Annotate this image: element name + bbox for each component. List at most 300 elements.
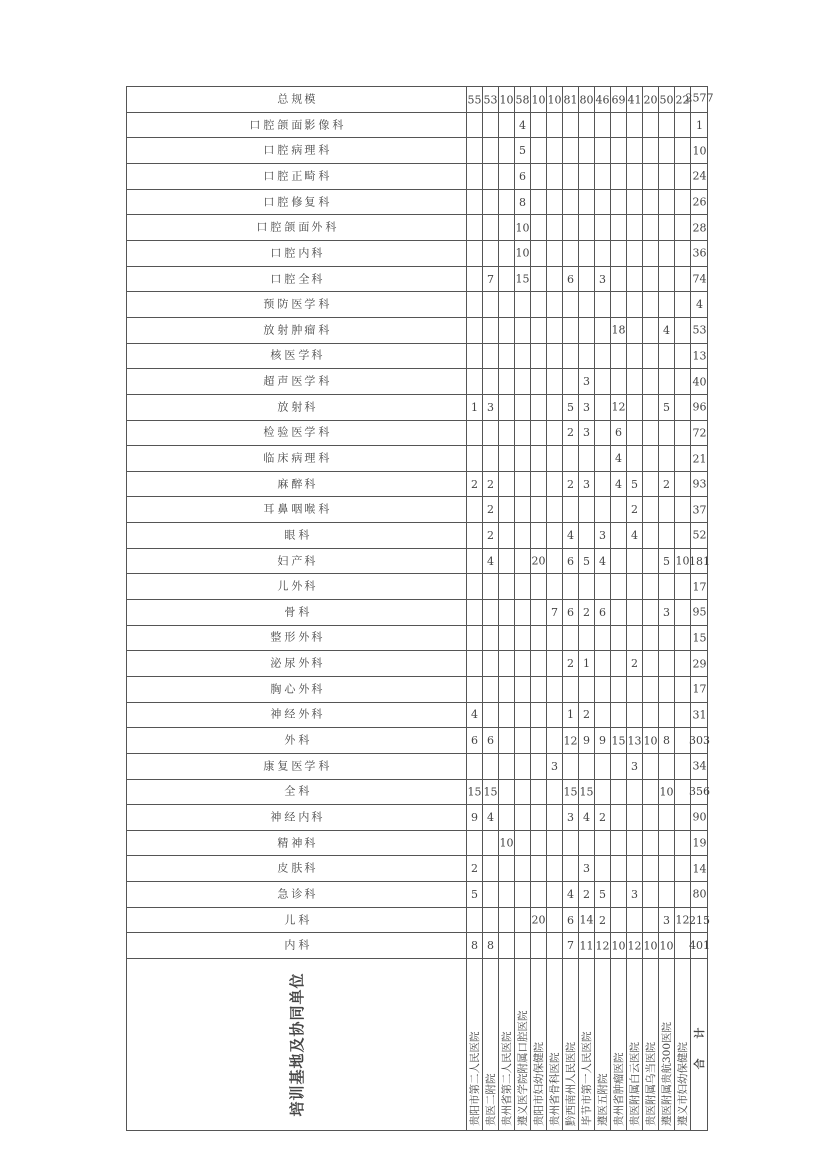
dept-header: 皮 肤 科 xyxy=(127,856,467,882)
quota-cell xyxy=(659,882,675,908)
quota-cell xyxy=(547,138,563,164)
quota-cell xyxy=(483,241,499,267)
quota-cell xyxy=(483,292,499,318)
quota-cell xyxy=(627,907,643,933)
quota-cell xyxy=(643,702,659,728)
quota-cell: 81 xyxy=(563,87,579,113)
quota-cell: 3 xyxy=(595,523,611,549)
quota-cell xyxy=(675,651,691,677)
table-row xyxy=(675,87,691,1131)
quota-cell xyxy=(675,369,691,395)
quota-cell: 4 xyxy=(611,471,627,497)
quota-cell xyxy=(643,651,659,677)
quota-cell xyxy=(499,651,515,677)
quota-cell xyxy=(659,164,675,190)
quota-cell xyxy=(531,882,547,908)
quota-cell: 3 xyxy=(563,805,579,831)
quota-cell: 3 xyxy=(659,600,675,626)
quota-cell xyxy=(499,548,515,574)
quota-cell: 6 xyxy=(611,420,627,446)
quota-cell xyxy=(499,420,515,446)
quota-cell xyxy=(579,523,595,549)
quota-cell xyxy=(467,497,483,523)
total-cell: 72 xyxy=(691,420,708,446)
quota-cell xyxy=(467,343,483,369)
quota-cell xyxy=(643,574,659,600)
quota-cell xyxy=(531,702,547,728)
total-cell: 31 xyxy=(691,702,708,728)
quota-cell xyxy=(531,215,547,241)
quota-cell xyxy=(611,882,627,908)
total-row xyxy=(691,87,708,1131)
quota-cell xyxy=(483,651,499,677)
quota-cell xyxy=(515,420,531,446)
quota-cell xyxy=(547,420,563,446)
quota-cell xyxy=(675,830,691,856)
unit-name-cell: 毕节市第一人民医院 xyxy=(579,959,595,1131)
quota-cell: 10 xyxy=(659,933,675,959)
quota-cell xyxy=(659,856,675,882)
quota-cell xyxy=(499,112,515,138)
quota-cell xyxy=(499,574,515,600)
quota-cell xyxy=(547,548,563,574)
quota-cell xyxy=(515,779,531,805)
unit-name-cell: 贵医附属白云医院 xyxy=(627,959,643,1131)
quota-cell xyxy=(579,189,595,215)
quota-cell xyxy=(499,446,515,472)
quota-cell xyxy=(595,574,611,600)
quota-cell xyxy=(659,574,675,600)
quota-cell: 10 xyxy=(643,728,659,754)
quota-cell xyxy=(627,420,643,446)
dept-header: 核 医 学 科 xyxy=(127,343,467,369)
quota-cell xyxy=(627,702,643,728)
quota-cell: 2 xyxy=(627,497,643,523)
quota-cell xyxy=(675,112,691,138)
quota-cell xyxy=(467,676,483,702)
quota-cell: 7 xyxy=(563,933,579,959)
quota-cell xyxy=(611,292,627,318)
dept-header: 骨 科 xyxy=(127,600,467,626)
quota-cell xyxy=(499,805,515,831)
quota-cell: 10 xyxy=(547,87,563,113)
dept-header: 口 腔 内 科 xyxy=(127,241,467,267)
quota-cell: 20 xyxy=(531,548,547,574)
quota-cell xyxy=(483,856,499,882)
quota-cell xyxy=(595,856,611,882)
quota-cell xyxy=(627,805,643,831)
quota-cell: 8 xyxy=(483,933,499,959)
quota-cell: 10 xyxy=(531,87,547,113)
quota-cell: 4 xyxy=(467,702,483,728)
quota-cell xyxy=(531,753,547,779)
quota-cell: 9 xyxy=(579,728,595,754)
quota-cell xyxy=(547,574,563,600)
quota-cell: 80 xyxy=(579,87,595,113)
quota-cell xyxy=(675,600,691,626)
quota-cell xyxy=(659,292,675,318)
quota-cell xyxy=(563,497,579,523)
dept-header: 口 腔 颌 面 外 科 xyxy=(127,215,467,241)
quota-cell: 5 xyxy=(515,138,531,164)
total-cell: 24 xyxy=(691,164,708,190)
quota-cell xyxy=(659,112,675,138)
quota-cell xyxy=(643,394,659,420)
quota-cell xyxy=(547,471,563,497)
quota-cell xyxy=(531,933,547,959)
total-cell: 28 xyxy=(691,215,708,241)
quota-cell xyxy=(643,523,659,549)
quota-cell xyxy=(675,625,691,651)
quota-cell: 22 xyxy=(675,87,691,113)
quota-cell xyxy=(611,676,627,702)
quota-cell xyxy=(547,112,563,138)
quota-cell xyxy=(675,753,691,779)
quota-cell xyxy=(643,292,659,318)
quota-cell xyxy=(499,856,515,882)
quota-cell xyxy=(547,266,563,292)
quota-cell xyxy=(499,523,515,549)
quota-cell xyxy=(499,702,515,728)
quota-cell xyxy=(483,625,499,651)
quota-cell xyxy=(547,907,563,933)
quota-cell: 6 xyxy=(595,600,611,626)
quota-cell xyxy=(595,471,611,497)
quota-cell xyxy=(467,548,483,574)
quota-cell xyxy=(515,625,531,651)
quota-cell xyxy=(499,241,515,267)
quota-cell: 41 xyxy=(627,87,643,113)
quota-cell xyxy=(515,446,531,472)
quota-cell: 2 xyxy=(563,420,579,446)
quota-cell xyxy=(627,676,643,702)
quota-cell xyxy=(467,625,483,651)
quota-cell xyxy=(659,625,675,651)
quota-cell: 1 xyxy=(579,651,595,677)
total-cell: 29 xyxy=(691,651,708,677)
quota-cell xyxy=(627,830,643,856)
total-cell: 74 xyxy=(691,266,708,292)
quota-cell xyxy=(579,446,595,472)
unit-name-cell: 遵义医学院附属口腔医院 xyxy=(515,959,531,1131)
quota-cell xyxy=(595,394,611,420)
quota-cell xyxy=(531,600,547,626)
dept-header: 口 腔 全 科 xyxy=(127,266,467,292)
quota-cell: 3 xyxy=(579,856,595,882)
quota-cell xyxy=(467,317,483,343)
quota-cell xyxy=(531,805,547,831)
quota-cell xyxy=(499,164,515,190)
quota-cell xyxy=(515,600,531,626)
quota-cell xyxy=(595,138,611,164)
quota-cell xyxy=(643,805,659,831)
table-row xyxy=(499,87,515,1131)
quota-cell: 46 xyxy=(595,87,611,113)
quota-cell xyxy=(547,702,563,728)
quota-cell xyxy=(531,369,547,395)
quota-cell: 4 xyxy=(563,523,579,549)
header-unit: 培训基地及协同单位 xyxy=(127,959,467,1131)
total-cell: 53 xyxy=(691,317,708,343)
dept-header: 泌 尿 外 科 xyxy=(127,651,467,677)
quota-cell xyxy=(515,805,531,831)
quota-cell xyxy=(515,317,531,343)
quota-cell xyxy=(611,215,627,241)
quota-cell xyxy=(643,753,659,779)
quota-cell: 50 xyxy=(659,87,675,113)
quota-cell: 12 xyxy=(675,907,691,933)
quota-cell xyxy=(499,189,515,215)
quota-cell xyxy=(643,215,659,241)
quota-cell: 2 xyxy=(595,805,611,831)
quota-cell xyxy=(467,420,483,446)
quota-cell xyxy=(547,189,563,215)
total-cell: 95 xyxy=(691,600,708,626)
quota-cell xyxy=(595,164,611,190)
quota-cell xyxy=(659,497,675,523)
quota-cell xyxy=(579,241,595,267)
quota-cell xyxy=(531,266,547,292)
quota-cell xyxy=(611,600,627,626)
quota-cell xyxy=(611,266,627,292)
quota-cell xyxy=(499,728,515,754)
quota-cell xyxy=(531,292,547,318)
quota-cell: 4 xyxy=(595,548,611,574)
quota-cell: 6 xyxy=(483,728,499,754)
total-cell: 26 xyxy=(691,189,708,215)
quota-cell: 3 xyxy=(579,471,595,497)
quota-cell xyxy=(659,369,675,395)
quota-cell xyxy=(659,189,675,215)
quota-cell: 53 xyxy=(483,87,499,113)
quota-cell xyxy=(643,164,659,190)
quota-cell xyxy=(595,676,611,702)
quota-cell xyxy=(643,446,659,472)
unit-name-cell: 黔西南州人民医院 xyxy=(563,959,579,1131)
quota-cell: 4 xyxy=(483,548,499,574)
quota-cell xyxy=(515,574,531,600)
quota-cell xyxy=(499,369,515,395)
unit-name-cell: 贵医附属乌当医院 xyxy=(643,959,659,1131)
quota-cell xyxy=(627,164,643,190)
quota-cell: 3 xyxy=(579,420,595,446)
quota-cell: 13 xyxy=(627,728,643,754)
total-cell: 37 xyxy=(691,497,708,523)
quota-cell xyxy=(627,856,643,882)
table-row xyxy=(515,87,531,1131)
quota-cell: 12 xyxy=(595,933,611,959)
quota-cell xyxy=(515,753,531,779)
quota-cell xyxy=(563,574,579,600)
quota-cell xyxy=(483,753,499,779)
quota-cell: 2 xyxy=(579,702,595,728)
quota-cell xyxy=(467,753,483,779)
quota-cell xyxy=(467,292,483,318)
quota-cell xyxy=(499,676,515,702)
dept-header: 耳 鼻 咽 喉 科 xyxy=(127,497,467,523)
quota-cell: 8 xyxy=(467,933,483,959)
quota-cell xyxy=(595,112,611,138)
quota-cell xyxy=(531,164,547,190)
quota-cell: 10 xyxy=(515,241,531,267)
quota-cell xyxy=(675,138,691,164)
quota-cell xyxy=(595,625,611,651)
quota-cell xyxy=(659,676,675,702)
total-label: 合 计 xyxy=(691,959,708,1131)
quota-cell xyxy=(627,189,643,215)
quota-cell: 6 xyxy=(563,907,579,933)
total-cell: 356 xyxy=(691,779,708,805)
quota-cell xyxy=(627,343,643,369)
quota-cell xyxy=(499,625,515,651)
quota-cell: 20 xyxy=(643,87,659,113)
table-row xyxy=(611,87,627,1131)
quota-cell xyxy=(467,369,483,395)
quota-cell xyxy=(611,651,627,677)
quota-cell xyxy=(467,830,483,856)
total-cell: 93 xyxy=(691,471,708,497)
quota-cell xyxy=(643,343,659,369)
quota-cell xyxy=(627,625,643,651)
quota-cell: 3 xyxy=(627,753,643,779)
quota-cell xyxy=(611,343,627,369)
quota-cell xyxy=(531,394,547,420)
dept-header: 急 诊 科 xyxy=(127,882,467,908)
quota-cell xyxy=(627,215,643,241)
quota-cell xyxy=(563,830,579,856)
quota-cell xyxy=(499,266,515,292)
quota-cell xyxy=(643,907,659,933)
quota-cell xyxy=(531,138,547,164)
quota-cell xyxy=(547,805,563,831)
table-row xyxy=(627,87,643,1131)
table-row xyxy=(595,87,611,1131)
unit-name-cell: 贵阳市妇幼保健院 xyxy=(531,959,547,1131)
unit-name-cell: 贵州省第二人民医院 xyxy=(499,959,515,1131)
quota-cell xyxy=(563,164,579,190)
quota-cell xyxy=(531,523,547,549)
quota-cell xyxy=(499,933,515,959)
quota-cell xyxy=(483,600,499,626)
dept-header: 妇 产 科 xyxy=(127,548,467,574)
quota-cell xyxy=(611,753,627,779)
total-cell: 34 xyxy=(691,753,708,779)
unit-name-cell: 贵州省肿瘤医院 xyxy=(611,959,627,1131)
quota-cell xyxy=(579,830,595,856)
quota-cell xyxy=(579,138,595,164)
quota-cell: 10 xyxy=(515,215,531,241)
quota-cell xyxy=(611,112,627,138)
table-row xyxy=(547,87,563,1131)
quota-cell xyxy=(579,164,595,190)
quota-cell xyxy=(675,702,691,728)
quota-cell xyxy=(659,830,675,856)
quota-cell xyxy=(467,907,483,933)
total-cell: 401 xyxy=(691,933,708,959)
quota-cell: 6 xyxy=(515,164,531,190)
quota-cell xyxy=(563,292,579,318)
dept-header: 口 腔 修 复 科 xyxy=(127,189,467,215)
quota-cell xyxy=(611,907,627,933)
quota-cell xyxy=(675,164,691,190)
quota-cell: 5 xyxy=(595,882,611,908)
quota-cell: 4 xyxy=(483,805,499,831)
quota-cell xyxy=(659,266,675,292)
quota-cell xyxy=(675,471,691,497)
quota-cell xyxy=(547,676,563,702)
rotated-table-sheet xyxy=(126,87,713,1131)
quota-cell: 5 xyxy=(579,548,595,574)
quota-cell xyxy=(563,138,579,164)
quota-cell xyxy=(595,317,611,343)
quota-cell xyxy=(659,446,675,472)
quota-cell xyxy=(579,292,595,318)
quota-cell xyxy=(531,728,547,754)
quota-cell xyxy=(547,625,563,651)
quota-cell xyxy=(659,241,675,267)
quota-cell xyxy=(627,317,643,343)
quota-cell: 15 xyxy=(515,266,531,292)
quota-cell xyxy=(515,394,531,420)
quota-cell: 3 xyxy=(627,882,643,908)
quota-cell xyxy=(643,548,659,574)
quota-cell xyxy=(483,164,499,190)
quota-cell xyxy=(563,317,579,343)
quota-cell xyxy=(483,215,499,241)
dept-header: 超 声 医 学 科 xyxy=(127,369,467,395)
quota-cell xyxy=(499,779,515,805)
quota-cell xyxy=(627,266,643,292)
quota-cell xyxy=(659,215,675,241)
quota-cell xyxy=(547,369,563,395)
quota-cell xyxy=(595,446,611,472)
quota-cell xyxy=(563,112,579,138)
quota-cell: 12 xyxy=(611,394,627,420)
quota-cell xyxy=(675,394,691,420)
total-cell: 90 xyxy=(691,805,708,831)
quota-cell xyxy=(579,343,595,369)
quota-cell xyxy=(595,369,611,395)
quota-cell xyxy=(531,779,547,805)
quota-cell: 14 xyxy=(579,907,595,933)
quota-cell xyxy=(483,343,499,369)
quota-cell xyxy=(499,317,515,343)
quota-cell: 10 xyxy=(659,779,675,805)
quota-cell xyxy=(499,394,515,420)
total-cell: 52 xyxy=(691,523,708,549)
quota-cell xyxy=(675,266,691,292)
quota-cell xyxy=(531,497,547,523)
quota-cell xyxy=(595,651,611,677)
unit-name-cell: 贵阳市第二人民医院 xyxy=(467,959,483,1131)
quota-cell xyxy=(531,651,547,677)
quota-cell xyxy=(547,164,563,190)
dept-header: 整 形 外 科 xyxy=(127,625,467,651)
quota-cell xyxy=(595,497,611,523)
quota-cell xyxy=(531,676,547,702)
quota-cell xyxy=(515,497,531,523)
quota-cell xyxy=(563,676,579,702)
quota-cell: 2 xyxy=(659,471,675,497)
quota-cell xyxy=(579,112,595,138)
quota-cell xyxy=(643,856,659,882)
quota-cell xyxy=(659,651,675,677)
quota-cell xyxy=(611,805,627,831)
quota-cell xyxy=(643,600,659,626)
dept-header: 内 科 xyxy=(127,933,467,959)
dept-header: 口 腔 病 理 科 xyxy=(127,138,467,164)
quota-cell xyxy=(627,292,643,318)
